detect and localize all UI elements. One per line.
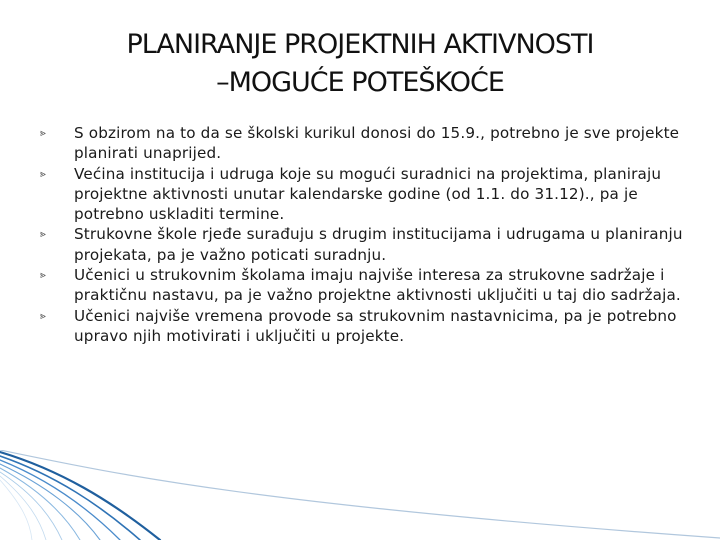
bullet-item: [40, 265, 687, 306]
bullet-item: [40, 164, 687, 225]
bullet-item: [40, 224, 687, 265]
arrow-bullet-icon: ⪢: [40, 229, 46, 241]
bullet-list: [40, 123, 687, 346]
slide-title-line-2: –MOGUĆE POTEŠKOĆE: [216, 67, 504, 98]
arrow-bullet-icon: ⪢: [40, 168, 46, 180]
decor-line: [0, 450, 720, 538]
bullet-text: Većina institucija i udruga koje su mogući suradnici na projektima, planiraju projektne aktivnosti unutar kalendarske godine (od 1.1. do 31.12)., pa je potrebno uskladiti termine.: [74, 164, 662, 224]
bullet-text: Strukovne škole rjeđe surađuju s drugim institucijama i udrugama u planiranju projekata, pa je važno poticati suradnju.: [74, 225, 683, 264]
decor-line: [0, 480, 32, 540]
bullet-item: [40, 306, 687, 347]
arrow-bullet-icon: ⪢: [40, 128, 46, 139]
bullet-text: S obzirom na to da se školski kurikul donosi do 15.9., potrebno je sve projekte planirati unaprijed.: [74, 124, 680, 163]
slide-title: [40, 26, 680, 102]
slide-title-line-1: PLANIRANJE PROJEKTNIH AKTIVNOSTI: [126, 29, 594, 60]
arrow-bullet-icon: ⪢: [40, 270, 46, 282]
bullet-text: Učenici najviše vremena provode sa strukovnim nastavnicima, pa je potrebno upravo njih motivirati i uključiti u projekte.: [74, 306, 677, 345]
bullet-item: [40, 123, 687, 164]
decor-line: [0, 464, 100, 540]
decorative-lines: [0, 450, 720, 540]
bullet-text: Učenici u strukovnim školama imaju najviše interesa za strukovne sadržaje i praktičnu nastavu, pa je važno projektne aktivnosti uključiti u taj dio sadržaja.: [74, 266, 681, 305]
arrow-bullet-icon: ⪢: [40, 310, 46, 322]
